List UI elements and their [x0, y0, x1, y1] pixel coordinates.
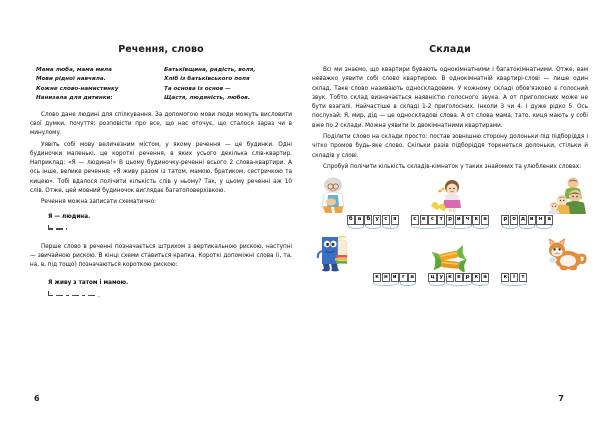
example-sentence: Я живу з татом і мамою.: [48, 280, 129, 287]
poem-line: Мама люба, мама мила: [36, 67, 112, 73]
letter-cell[interactable]: а: [481, 215, 489, 224]
poem-line: Щастя, людяність, любов.: [164, 95, 250, 102]
word-kit: [501, 273, 527, 286]
letter-cell[interactable]: и: [528, 215, 536, 224]
letter-cell[interactable]: к: [501, 273, 509, 282]
letter-cell[interactable]: к: [472, 215, 480, 224]
end-dot: [66, 228, 67, 229]
picture-cell: [312, 176, 354, 214]
syllable-arcs: [502, 225, 552, 228]
letter-cell[interactable]: т: [519, 273, 527, 282]
word-dash: [88, 295, 95, 296]
scheme-marks: [48, 290, 292, 298]
letter-cell[interactable]: о: [510, 215, 518, 224]
letter-cell[interactable]: ч: [463, 215, 471, 224]
picture-cell: [542, 176, 588, 214]
letter-cell[interactable]: к: [373, 273, 381, 282]
short-word-dash: [82, 295, 85, 296]
syllable-arc: [446, 225, 472, 228]
poem-line: Мови рідної навчила.: [36, 76, 106, 83]
paragraph: Уявіть собі мову величезним містом, у якому речення — це будинки. Одні будиночки маленькі, це короткі речення, в яких усього декілька слів-квартир. Наприклад: «Я — людина!» В цьому будиночку-реченні всього 2 слова-квартири. А ось інше, велике речення: «Я живу разом із татом, мамою, братиком, сестричкою та кицею». Тобі вдалося полічити кількість слів у ньому? Так, у цьому реченні аж 10 слів. Отже, цей мовний будиночок виглядає багатоповерхівкою.: [30, 141, 292, 194]
example-sentence: Я — людина.: [48, 213, 91, 220]
syllable-arcs: [348, 225, 398, 228]
letter-cell[interactable]: н: [382, 273, 390, 282]
syllable-arc: [373, 282, 399, 285]
syllable-arc: [502, 225, 518, 228]
syllable-arc: [446, 282, 472, 285]
word-knyha: [373, 273, 416, 286]
letter-cell[interactable]: і: [510, 273, 518, 282]
picture-row-2: [312, 234, 588, 272]
picture-row-1: [312, 176, 588, 214]
letter-cell[interactable]: к: [472, 273, 480, 282]
family-illustration: [542, 176, 588, 214]
end-punctuation: ,: [98, 292, 100, 300]
syllable-arcs: [429, 282, 489, 285]
syllable-arc: [536, 225, 552, 228]
girl-sister-illustration: [426, 176, 470, 214]
poem-column-2: [164, 66, 282, 104]
word-babusya: [347, 215, 399, 228]
letter-cells: [501, 215, 553, 224]
letter-cell[interactable]: я: [391, 215, 399, 224]
letter-cells: [373, 273, 416, 282]
letter-cell[interactable]: б: [347, 215, 355, 224]
syllable-arcs: [411, 225, 489, 228]
poem-line: Батьківщина, радість, воля,: [164, 67, 256, 73]
page-title-left: Речення, слово: [118, 44, 204, 55]
word-dash: [72, 295, 79, 296]
picture-cell: [426, 176, 470, 214]
short-word-dash: [66, 295, 69, 296]
letter-cell[interactable]: а: [408, 273, 416, 282]
poem-column-1: [36, 66, 154, 104]
letter-cell[interactable]: н: [536, 215, 544, 224]
picture-cell: [544, 234, 588, 272]
poem-line: Хліб із батьківського поля: [164, 76, 250, 83]
page-number-left: 6: [34, 394, 40, 403]
picture-cell: [312, 234, 356, 272]
syllable-arc: [411, 225, 446, 228]
letter-cell[interactable]: е: [420, 215, 428, 224]
grandmother-illustration: [312, 176, 354, 214]
poem-line: Нанизала для дитинки:: [36, 95, 113, 102]
scheme-marks: [48, 224, 292, 232]
syllable-arc: [472, 282, 488, 285]
poem-line: Та основа із основ —: [164, 85, 231, 92]
paragraph: Поділити слово на склади просто: постав зовнішню сторону долоньки під підборіддя і чітко промов будь-яке слово. Скільки разів підборіддя торкнеться долоньки, стільки й складів у слові.: [312, 134, 588, 159]
page-title-right: Склади: [429, 44, 471, 55]
letter-cell[interactable]: у: [373, 215, 381, 224]
letter-cells: [428, 273, 489, 282]
picture-cell: [428, 234, 472, 272]
syllable-arcs: [373, 282, 416, 285]
first-word-mark: [48, 291, 49, 296]
right-page: [300, 0, 600, 427]
word-rodyna: [501, 215, 553, 228]
letter-cell[interactable]: к: [446, 273, 454, 282]
letter-cell[interactable]: с: [411, 215, 419, 224]
poem: [36, 66, 292, 104]
syllable-arc: [519, 225, 535, 228]
cat-illustration: [544, 234, 588, 272]
letter-cell[interactable]: д: [519, 215, 527, 224]
paragraph: Всі ми знаємо, що квартири бувають однокімнатними і багатокімнатними. Отже, вам неважко уявити собі слово квартирою. В однокімнатній квартирі-слові — лише один склад. Таке слово називають односкладовим. У кожному складі обов'язково є голосний звук. Тобто склад визначається наявністю голосного звука. А от приголосних може не бути взагалі. Найчастіше в складі 1-2 приголосних. Інколи 3 чи 4. І дуже рідко 5. Ось послухай: Я, мир, дід — це односкладові слова. А от слова мама, тато, киця мають у собі вже по 2 склади. Можна уявити їх двокімнатними квартирами.: [312, 67, 588, 129]
scheme-example-2: [48, 279, 292, 298]
syllable-arc: [429, 282, 445, 285]
first-word-mark: [48, 225, 49, 230]
syllable-arc: [400, 282, 416, 285]
candy-illustration: [428, 234, 472, 272]
poem-line: Кожне слово-намистинку: [36, 85, 119, 92]
syllable-arc: [473, 225, 489, 228]
letter-cell[interactable]: и: [455, 215, 463, 224]
paragraph: Спробуй полічити кількість складів-кімнаток у таких знайомих та улюблених словах:: [323, 163, 582, 170]
letter-cell[interactable]: а: [481, 273, 489, 282]
book-illustration: [312, 234, 356, 272]
letter-cell[interactable]: б: [364, 215, 372, 224]
letter-cell[interactable]: ц: [428, 273, 436, 282]
syllable-arc: [382, 225, 398, 228]
scheme-example-1: [48, 213, 292, 232]
page-number-right: 7: [558, 394, 564, 403]
letter-cells: [411, 215, 489, 224]
syllable-arc: [348, 225, 364, 228]
paragraph: Перше слово в реченні позначається штрихом з вертикальною рискою, наступні — звичайною рискою. В кінці схеми ставиться крапка. Короткі допоміжні слова (і, та, на, в, під тощо) позначаються короткою рискою:: [30, 243, 292, 269]
word-sestrychka: [411, 215, 489, 228]
letter-cell[interactable]: р: [446, 215, 454, 224]
letter-cell[interactable]: а: [545, 215, 553, 224]
word-tsukerka: [428, 273, 489, 286]
letter-cell[interactable]: а: [355, 215, 363, 224]
word-dash: [56, 295, 63, 296]
word-strip-1: [312, 215, 588, 228]
letter-cell[interactable]: г: [399, 273, 407, 282]
letter-cells: [501, 273, 527, 282]
paragraph: Слово дане людині для спілкування. За допомогою мови люди можуть висловити свої думки, почуття; розповісти про все, що нас оточує, що сталося зараз чи в минулому.: [30, 111, 292, 137]
syllable-arcs: [501, 282, 527, 285]
letter-cells: [347, 215, 399, 224]
letter-cell[interactable]: р: [463, 273, 471, 282]
syllable-arc: [365, 225, 381, 228]
letter-cell[interactable]: у: [437, 273, 445, 282]
paragraph: Речення можна записати схематично:: [41, 199, 156, 206]
word-strip-2: [312, 273, 588, 286]
letter-cell[interactable]: е: [455, 273, 463, 282]
letter-cell[interactable]: р: [501, 215, 509, 224]
syllable-arc: [501, 282, 527, 285]
letter-cell[interactable]: т: [437, 215, 445, 224]
letter-cell[interactable]: с: [428, 215, 436, 224]
letter-cell[interactable]: с: [382, 215, 390, 224]
word-dash: [56, 228, 63, 229]
letter-cell[interactable]: и: [391, 273, 399, 282]
